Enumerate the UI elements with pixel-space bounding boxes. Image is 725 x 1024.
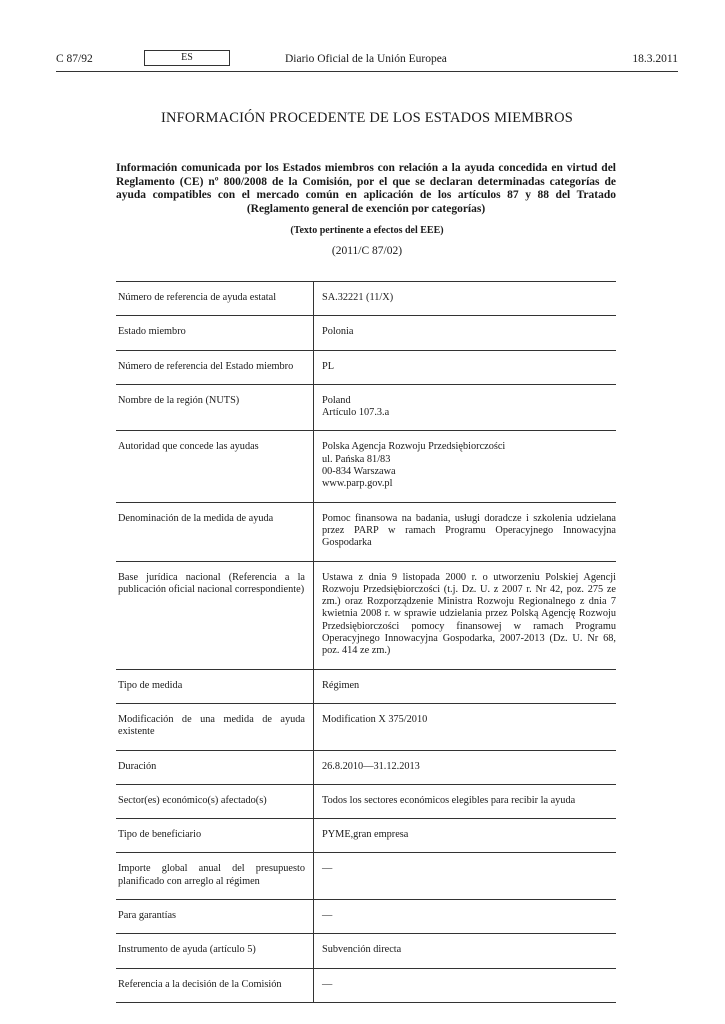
row-value: Ustawa z dnia 9 listopada 2000 r. o utworzeniu Polskiej Agencji Rozwoju Przedsiębiorczości (t.j. Dz. U. z 2007 r. Nr 42, poz. 275 ze zm.) oraz Rozporządzenie Ministra Rozwoju Regionalnego z dnia 7 kwietnia 2008 r. w sprawie udzielania przez Polską Agencję Rozwoju Przedsiębiorczości pomocy finansowej w ramach Programu Operacyjnego Innowacyjna Gospodarka, 2007-2013 (Dz. U. Nr 68, poz. 414 ze zm.) (322, 571, 616, 657)
table-row (116, 968, 616, 1002)
row-label: Para garantías (116, 900, 314, 934)
table-row (116, 819, 616, 853)
header-divider (56, 71, 678, 72)
table-row (116, 669, 616, 703)
table-row (116, 784, 616, 818)
row-value: SA.32221 (11/X) (322, 292, 394, 303)
row-value: Subvención directa (322, 944, 402, 956)
row-value (314, 384, 617, 431)
value-line: Artículo 107.3.a (322, 407, 390, 419)
journal-reference: C 87/92 (56, 53, 93, 65)
row-label: Instrumento de ayuda (artículo 5) (116, 934, 314, 968)
table-row (116, 900, 616, 934)
row-value: Régimen (322, 679, 360, 691)
section-title: INFORMACIÓN PROCEDENTE DE LOS ESTADOS MIEMBROS (160, 110, 574, 126)
document-reference: (2011/C 87/02) (331, 245, 403, 257)
table-row (116, 561, 616, 669)
table-row (116, 431, 616, 502)
row-label: Sector(es) económico(s) afectado(s) (116, 784, 314, 818)
value-line: Polska Agencja Rozwoju Przedsiębiorczości (322, 441, 506, 453)
value-line: ul. Pańska 81/83 (322, 453, 391, 465)
page-header (56, 50, 678, 70)
value-line: 00-834 Warszawa (322, 466, 396, 478)
row-value: Todos los sectores económicos elegibles para recibir la ayuda (322, 794, 576, 806)
value-line: www.parp.gov.pl (322, 478, 393, 490)
row-label: Tipo de beneficiario (116, 819, 314, 853)
document-subtitle: (Texto pertinente a efectos del EEE) (290, 225, 444, 236)
table-row (116, 750, 616, 784)
publication-date: 18.3.2011 (632, 53, 678, 65)
table-row (116, 384, 616, 431)
row-label: Nombre de la región (NUTS) (116, 384, 314, 431)
row-value: — (322, 978, 333, 990)
row-label: Duración (116, 750, 314, 784)
row-label: Número de referencia de ayuda estatal (116, 282, 314, 316)
journal-title: Diario Oficial de la Unión Europea (285, 53, 447, 65)
row-value: Polonia (322, 326, 354, 338)
language-badge: ES (144, 50, 230, 66)
table-row (116, 853, 616, 900)
row-label: Tipo de medida (116, 669, 314, 703)
row-label: Base jurídica nacional (Referencia a la publicación oficial nacional correspondiente) (116, 561, 314, 669)
row-label: Denominación de la medida de ayuda (116, 502, 314, 561)
row-value: Pomoc finansowa na badania, usługi doradcze i szkolenia udzielana przez PARP w ramach Programu Operacyjnego Innowacyjna Gospodarka (322, 512, 616, 549)
table-row (116, 316, 616, 350)
table-row (116, 703, 616, 750)
row-label: Modificación de una medida de ayuda existente (116, 703, 314, 750)
row-value (314, 431, 617, 502)
row-label: Importe global anual del presupuesto planificado con arreglo al régimen (116, 853, 314, 900)
table-row (116, 502, 616, 561)
row-value: 26.8.2010—31.12.2013 (322, 760, 420, 772)
row-value: PYME,gran empresa (322, 829, 409, 841)
row-value: — (322, 910, 333, 922)
row-label: Número de referencia del Estado miembro (116, 350, 314, 384)
value-line: Poland (322, 394, 351, 406)
aid-info-table (116, 281, 616, 1003)
row-label: Estado miembro (116, 316, 314, 350)
row-label: Referencia a la decisión de la Comisión (116, 968, 314, 1002)
row-value: Modification X 375/2010 (322, 713, 428, 725)
table-row (116, 282, 616, 316)
row-label: Autoridad que concede las ayudas (116, 431, 314, 502)
row-value: PL (322, 360, 335, 372)
table-row (116, 350, 616, 384)
row-value: — (322, 863, 333, 875)
document-title: Información comunicada por los Estados miembros con relación a la ayuda concedida en virtud del Reglamento (CE) nº 800/2008 de la Comisión, por el que se declaran determinadas categorías de ayuda compatibles con el mercado común en aplicación de los artículos 87 y 88 del Tratado (Reglamento general de exención por categorías) (116, 162, 616, 215)
table-row (116, 934, 616, 968)
